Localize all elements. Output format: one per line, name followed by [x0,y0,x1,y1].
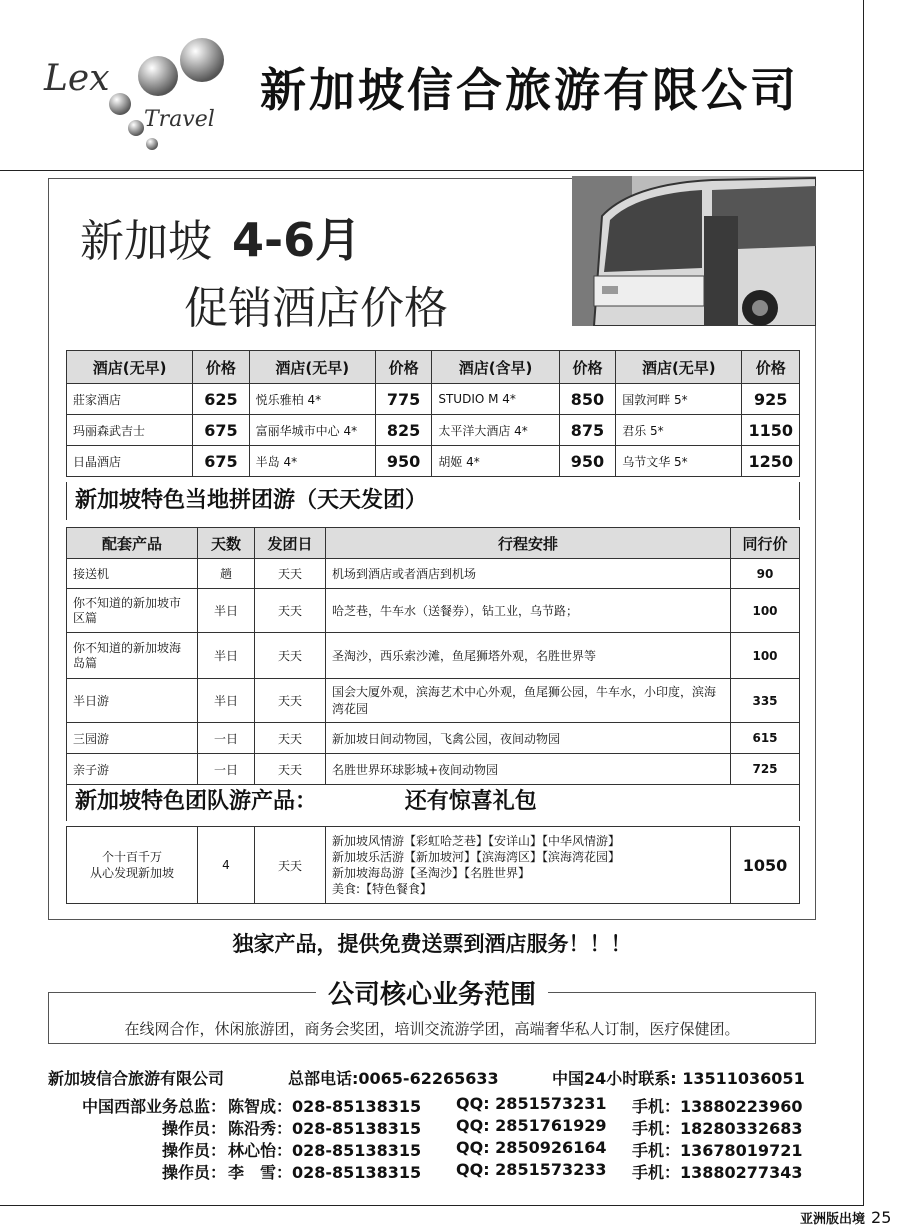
header-price: 价格 [559,351,615,384]
promo-subtitle: 促销酒店价格 [184,283,448,334]
header-price: 同行价 [731,528,800,559]
tour-product: 亲子游 [67,754,198,785]
header-price: 价格 [742,351,800,384]
tour-itinerary: 名胜世界环球影城+夜间动物园 [326,754,731,785]
scope-title-text: 公司核心业务范围 [316,980,548,1010]
hotel-price: 625 [193,384,249,415]
table-row [67,723,800,754]
publication-name: 亚洲版出境 [800,1212,866,1227]
hotel-price-table [66,350,800,477]
hotel-name: 莊家酒店 [67,384,193,415]
group-tours-gift: 还有惊喜礼包 [404,789,537,814]
group-tours-title-text: 新加坡特色团队游产品： [75,789,318,814]
itinerary-line: 美食:【特色餐食】 [332,882,433,896]
group-days: 4 [198,827,255,904]
contact-china-24h: 中国24小时联系: 13511036051 [552,1069,805,1088]
hotel-price: 775 [375,384,431,415]
header-hotel: 酒店(无早) [616,351,742,384]
company-title: 新加坡信合旅游有限公司 [260,63,799,117]
tour-days: 半日 [198,633,255,679]
header-hotel: 酒店(无早) [67,351,193,384]
staff-tel: ：028-85138315 [276,1141,422,1160]
hotel-table-header [67,351,800,384]
promo-title-place: 新加坡 [80,216,212,267]
tour-price: 725 [731,754,800,785]
staff-name: 陈沿秀 [228,1119,277,1138]
group-product-line: 从心发现新加坡 [89,866,174,880]
tour-itinerary: 新加坡日间动物园，飞禽公园，夜间动物园 [326,723,731,754]
hotel-name: STUDIO M 4* [432,384,559,415]
hotel-price: 675 [193,415,249,446]
itinerary-line: 新加坡风情游【彩虹哈芝巷】【安详山】【中华风情游】 [332,834,621,848]
table-row [67,415,800,446]
staff-mobile: 手机：13880277343 [632,1163,803,1182]
tour-itinerary: 机场到酒店或者酒店到机场 [326,559,731,589]
itinerary-line: 新加坡乐活游【新加坡河】【滨海湾区】【滨海湾花园】 [332,850,621,864]
promo-title-month: 4-6月 [232,213,362,267]
contact-company: 新加坡信合旅游有限公司 [48,1069,225,1088]
logo-text-travel: Travel [144,107,215,132]
staff-role: 操作员： [161,1141,226,1160]
group-price: 1050 [731,827,800,904]
table-row [67,446,800,477]
tour-price: 90 [731,559,800,589]
hotel-price: 1150 [742,415,800,446]
tour-days: 半日 [198,589,255,633]
staff-tel: ：028-85138315 [276,1097,422,1116]
company-logo [40,34,240,156]
table-row [67,589,800,633]
tour-itinerary: 哈芝巷，牛车水（送餐券），钻工业，乌节路； [326,589,731,633]
hotel-price: 925 [742,384,800,415]
tour-itinerary: 国会大厦外观，滨海艺术中心外观，鱼尾狮公园，牛车水，小印度，滨海湾花园 [326,679,731,723]
tour-product: 你不知道的新加坡海岛篇 [67,633,198,679]
staff-mobile: 手机：13678019721 [632,1141,803,1160]
local-tours-title: 新加坡特色当地拼团游（天天发团） [66,482,800,520]
hotel-price: 1250 [742,446,800,477]
header-price: 价格 [375,351,431,384]
tour-departure: 天天 [255,559,326,589]
hotel-name: 日晶酒店 [67,446,193,477]
tour-product: 接送机 [67,559,198,589]
hotel-name: 半岛 4* [249,446,375,477]
staff-name: 林心怡 [228,1141,277,1160]
tour-price: 335 [731,679,800,723]
tour-product: 半日游 [67,679,198,723]
staff-role: 中国西部业务总监： [81,1097,226,1116]
header-product: 配套产品 [67,528,198,559]
header-itinerary: 行程安排 [326,528,731,559]
tour-days: 半日 [198,679,255,723]
header-departure: 发团日 [255,528,326,559]
page-footer [800,1208,891,1227]
header-days: 天数 [198,528,255,559]
hotel-price: 675 [193,446,249,477]
staff-mobile: 手机：18280332683 [632,1119,803,1138]
hotel-name: 玛丽森武吉士 [67,415,193,446]
tour-days: 一日 [198,754,255,785]
staff-tel: ：028-85138315 [276,1119,422,1138]
tour-departure: 天天 [255,633,326,679]
promo-title [80,204,361,270]
header-price: 价格 [193,351,249,384]
table-row [67,754,800,785]
staff-qq: QQ: 2851573231 [456,1094,607,1113]
staff-qq: QQ: 2851761929 [456,1116,607,1135]
tour-departure: 天天 [255,589,326,633]
hotel-name: 国敦河畔 5* [616,384,742,415]
hotel-name: 悦乐雅柏 4* [249,384,375,415]
header-hotel: 酒店(含早) [432,351,559,384]
slogan: 独家产品，提供免费送票到酒店服务！！！ [232,932,632,956]
tour-table-header [67,528,800,559]
tour-days: 一日 [198,723,255,754]
header-hotel: 酒店(无早) [249,351,375,384]
tour-price: 100 [731,589,800,633]
tour-departure: 天天 [255,723,326,754]
group-itinerary [326,827,731,904]
tour-price: 615 [731,723,800,754]
hotel-name: 君乐 5* [616,415,742,446]
tour-product: 三园游 [67,723,198,754]
tour-product: 你不知道的新加坡市区篇 [67,589,198,633]
table-row [67,633,800,679]
hotel-name: 胡姬 4* [432,446,559,477]
group-tours-title [66,783,800,821]
staff-name: 陈智成 [228,1097,277,1116]
hotel-price: 825 [375,415,431,446]
hotel-price: 950 [375,446,431,477]
table-row [67,679,800,723]
staff-name: 李 雪 [228,1163,277,1182]
tour-price: 100 [731,633,800,679]
contact-hq-phone: 总部电话:0065-62265633 [288,1069,499,1088]
group-departure: 天天 [255,827,326,904]
tour-itinerary: 圣淘沙，西乐索沙滩，鱼尾狮塔外观，名胜世界等 [326,633,731,679]
logo-text-lex: Lex [44,58,110,99]
hotel-name: 太平洋大酒店 4* [432,415,559,446]
hotel-price: 950 [559,446,615,477]
hotel-price: 850 [559,384,615,415]
hotel-price: 875 [559,415,615,446]
bus-photo [572,176,816,326]
group-product-line: 个十百千万 [101,850,162,864]
staff-role: 操作员： [161,1119,226,1138]
group-tours-table [66,826,800,904]
staff-qq: QQ: 2851573233 [456,1160,607,1179]
staff-qq: QQ: 2850926164 [456,1138,607,1157]
tour-departure: 天天 [255,679,326,723]
table-row [67,827,800,904]
tour-days: 趟 [198,559,255,589]
tour-departure: 天天 [255,754,326,785]
page-number: 25 [871,1208,892,1227]
table-row [67,384,800,415]
group-product [67,827,198,904]
staff-mobile: 手机：13880223960 [632,1097,803,1116]
hotel-name: 乌节文华 5* [616,446,742,477]
header [0,0,864,171]
hotel-name: 富丽华城市中心 4* [249,415,375,446]
staff-role: 操作员： [161,1163,226,1182]
table-row [67,559,800,589]
itinerary-line: 新加坡海岛游【圣淘沙】【名胜世界】 [332,866,531,880]
scope-title [0,974,864,1011]
local-tours-table [66,527,800,785]
scope-text: 在线网合作，休闲旅游团，商务会奖团，培训交流游学团，高端奢华私人订制，医疗保健团。 [124,1020,740,1038]
staff-tel: ：028-85138315 [276,1163,422,1182]
